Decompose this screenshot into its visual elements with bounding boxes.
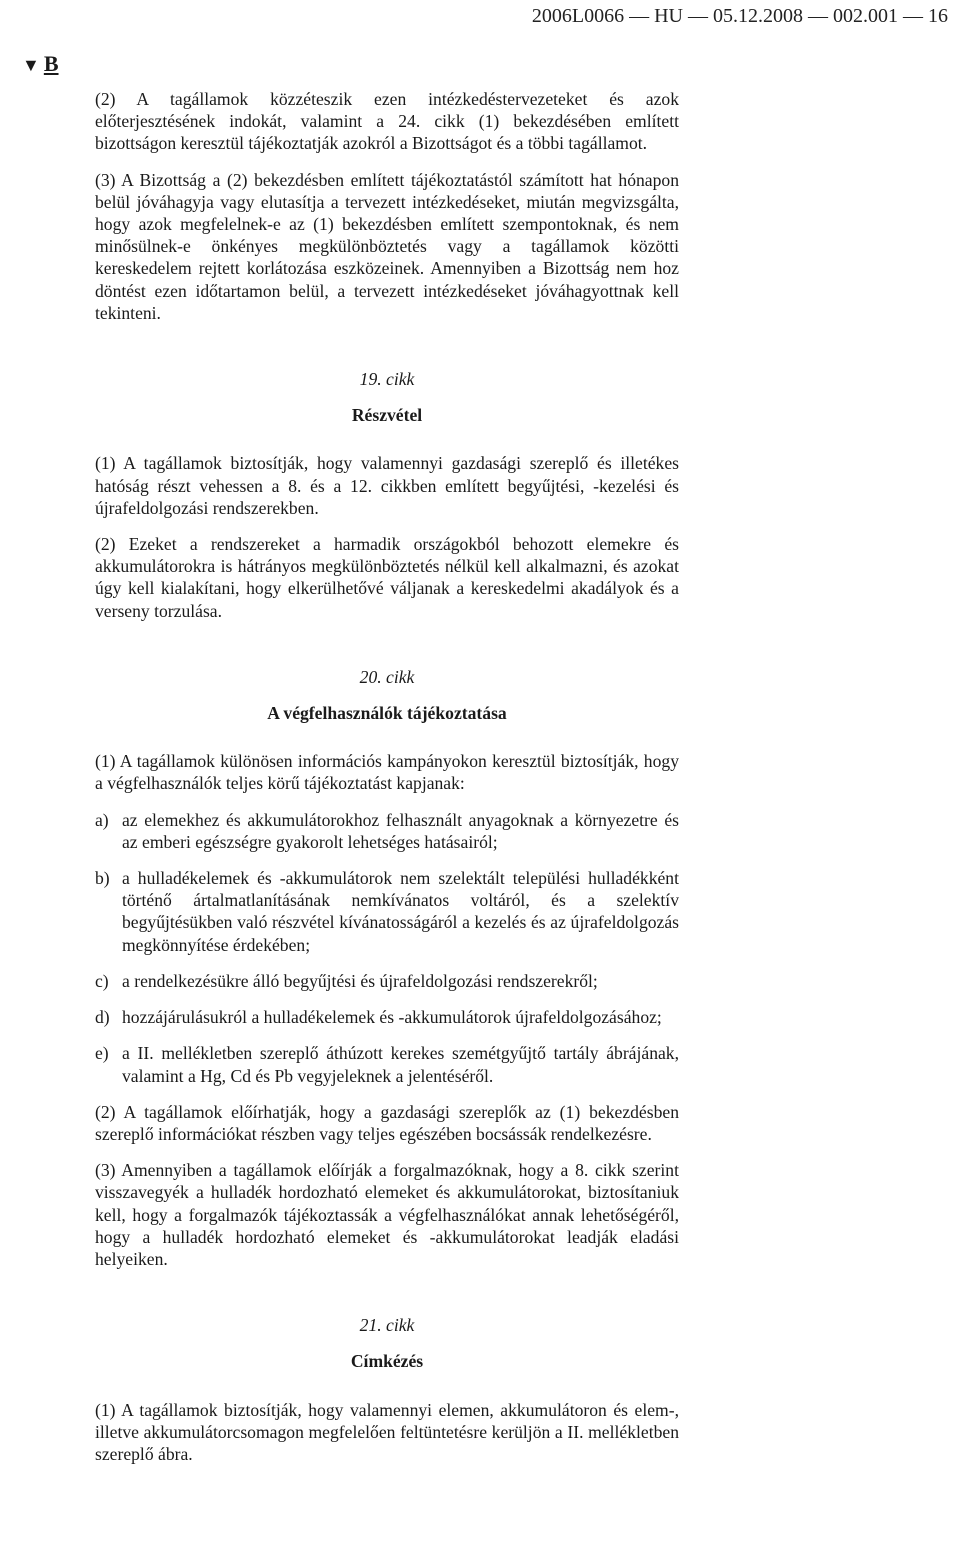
paragraph: (1) A tagállamok különösen információs kampányokon keresztül biztosítják, hogy a végfelhasználók teljes körű tájékoztatást kapjanak: — [95, 751, 679, 794]
article-21 — [95, 1314, 679, 1465]
paragraph-3: (3) A Bizottság a (2) bekezdésben említett tájékoztatástól számított hat hónapon belül jóváhagyja vagy elutasítja a tervezett intézkedéseket, miután megvizsgálta, hogy azok megfelelnek-e az (1) bekezdésben említett szempontoknak, és nem minősülnek-e önkényes megkülönböztetés vagy a tagállamok közötti kereskedelem rejtett korlátozása eszközeinek. Amennyiben a Bizottság nem hoz döntést ezen időtartamon belül, a tervezett intézkedéseket jóváhagyottnak kell tekinteni. — [95, 169, 679, 323]
page-header: 2006L0066 — HU — 05.12.2008 — 002.001 — 16 — [531, 5, 948, 27]
article-title: Címkézés — [350, 1351, 424, 1372]
list-item-label: e) — [95, 1043, 109, 1064]
paragraph: (2) Ezeket a rendszereket a harmadik országokból behozott elemekre és akkumulátorokra is hátrányos megkülönböztetés nélkül kell alkalmazni, és azokat úgy kell kialakítani, hogy elkerülhetővé váljanak a kereskedelmi akadályok és a verseny torzulása. — [95, 534, 679, 621]
article-number: 19. cikk — [359, 369, 415, 390]
list-item — [95, 970, 679, 992]
list-item — [95, 809, 679, 853]
article-19 — [95, 368, 679, 622]
list-item-label: a) — [95, 809, 109, 830]
article-number: 20. cikk — [359, 666, 415, 687]
article-title: A végfelhasználók tájékoztatása — [267, 703, 507, 724]
paragraph: (2) A tagállamok előírhatják, hogy a gazdasági szereplők az (1) bekezdésben szereplő információkat részben vagy teljes egészében bocsássák rendelkezésre. — [95, 1101, 679, 1144]
paragraph: (1) A tagállamok biztosítják, hogy valamennyi gazdasági szereplő és illetékes hatóság részt vehessen a 8. és a 12. cikkben említett begyűjtési, -kezelési és újrafeldolgozási rendszerekben. — [95, 453, 679, 518]
list-item-text: hozzájárulásukról a hulladékelemek és -akkumulátorok újrafeldolgozásához; — [122, 1007, 662, 1028]
list-item-label: c) — [95, 970, 109, 991]
article-title: Részvétel — [351, 405, 423, 426]
list-item — [95, 1006, 679, 1028]
document-body — [95, 88, 679, 1475]
list-item — [95, 1042, 679, 1086]
paragraph-2: (2) A tagállamok közzéteszik ezen intézkedéstervezeteket és azok előterjesztésének indokát, valamint a 24. cikk (1) bekezdésében említett bizottságon keresztül tájékoztatják azokról a Bizottságot és a többi tagállamot. — [95, 89, 679, 154]
consolidation-marker — [22, 50, 59, 79]
paragraph: (1) A tagállamok biztosítják, hogy valamennyi elemen, akkumulátoron és elem-, illetve akkumulátorcsomagon megfelelően feltüntetésre kerüljön a II. mellékletben szereplő ábra. — [95, 1399, 679, 1464]
list-item-label: d) — [95, 1007, 110, 1028]
list-item-label: b) — [95, 868, 110, 889]
list-item-text: a rendelkezésükre álló begyűjtési és újrafeldolgozási rendszerekről; — [122, 970, 598, 991]
triangle-down-icon: ▼ — [22, 55, 40, 75]
list-item-text: az elemekhez és akkumulátorokhoz felhasznált anyagoknak a környezetre és az emberi egészségre gyakorolt lehetséges hatásairól; — [122, 809, 679, 852]
list-item-text: a hulladékelemek és -akkumulátorok nem szelektált települési hulladékként történő ártalmatlanításának nemkívánatos voltáról, és a szelektív begyűjtésükben való részvétel kívánatosságáról a kezelés és az újrafeldolgozás megkönnyítése érdekében; — [122, 868, 679, 955]
article-20 — [95, 666, 679, 1270]
list-item-text: a II. mellékletben szereplő áthúzott kerekes szemétgyűjtő tartály ábrájának, valamint a Hg, Cd és Pb vegyjeleknek a jelentéséről. — [122, 1043, 679, 1086]
list-item — [95, 867, 679, 956]
marker-letter: B — [43, 51, 59, 76]
article-number: 21. cikk — [359, 1315, 415, 1336]
paragraph: (3) Amennyiben a tagállamok előírják a forgalmazóknak, hogy a 8. cikk szerint visszavegyék a hulladék hordozható elemeket és akkumulátorokat, biztosítaniuk kell, hogy a forgalmazók tájékoztassák a végfelhasználókat annak lehetőségéről, hogy a hulladék hordozható elemeket és -akkumulátorokat leadják eladási helyeiken. — [95, 1160, 679, 1269]
